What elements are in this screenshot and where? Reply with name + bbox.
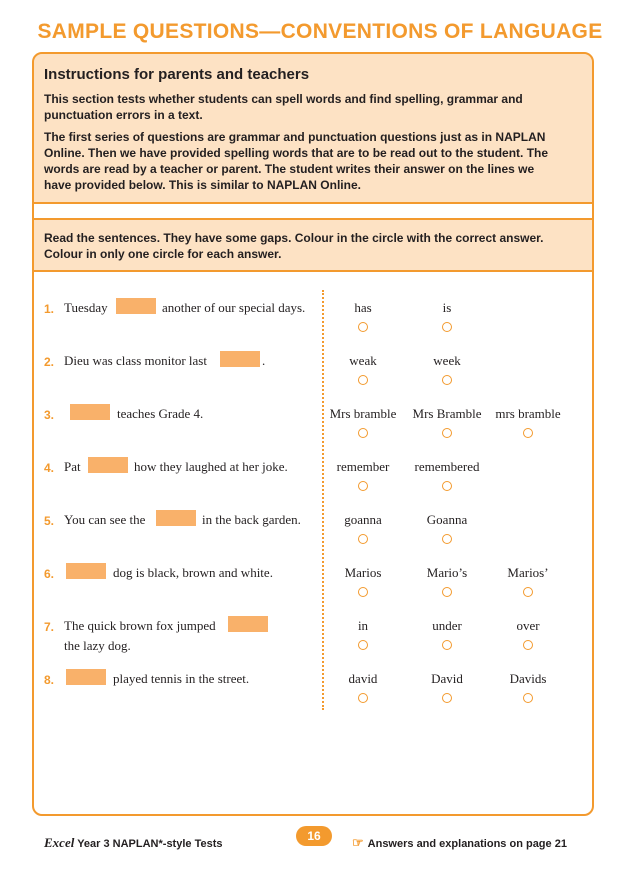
option-circle[interactable] xyxy=(442,587,452,597)
option-label: mrs bramble xyxy=(495,406,561,421)
option-circle[interactable] xyxy=(442,481,452,491)
instructions-text: punctuation errors in a text. xyxy=(44,108,203,122)
question-number: 1. xyxy=(44,302,55,316)
question-number: 6. xyxy=(44,567,55,581)
option-circle[interactable] xyxy=(358,322,368,332)
question-text: Dieu was class monitor last xyxy=(64,353,207,368)
option-label: in xyxy=(357,618,369,633)
option-label: week xyxy=(433,353,461,368)
option-label: david xyxy=(348,671,378,686)
option-circle[interactable] xyxy=(442,428,452,438)
question-text: Tuesday xyxy=(64,300,108,315)
option-label: Goanna xyxy=(426,512,468,527)
task-text: Read the sentences. They have some gaps. Colour in the circle with the correct answer. xyxy=(44,231,544,245)
option-circle[interactable] xyxy=(358,428,368,438)
answer-gap xyxy=(228,616,268,632)
instructions-text: Online. Then we have provided spelling words that are to be read out to the student. The xyxy=(44,146,549,160)
answer-gap xyxy=(156,510,196,526)
question-number: 4. xyxy=(44,461,55,475)
option-circle[interactable] xyxy=(358,534,368,544)
question-text: dog is black, brown and white. xyxy=(113,565,273,580)
answer-gap xyxy=(70,404,110,420)
instructions-heading: Instructions for parents and teachers xyxy=(44,66,310,83)
question-number: 2. xyxy=(44,355,55,369)
pointing-hand-icon: ☞ xyxy=(352,835,364,850)
option-circle[interactable] xyxy=(523,693,533,703)
option-label: weak xyxy=(349,353,377,368)
option-label: Marios xyxy=(344,565,382,580)
option-circle[interactable] xyxy=(358,640,368,650)
instructions-text: This section tests whether students can spell words and find spelling, grammar and xyxy=(44,92,523,106)
option-label: has xyxy=(354,300,372,315)
answer-gap xyxy=(220,351,260,367)
option-circle[interactable] xyxy=(523,428,533,438)
option-circle[interactable] xyxy=(442,534,452,544)
option-circle[interactable] xyxy=(442,322,452,332)
answer-gap xyxy=(88,457,128,473)
question-number: 8. xyxy=(44,673,55,687)
instructions-text: words are read by a teacher or parent. The student writes their answer on the lines we xyxy=(44,162,535,176)
question-text: played tennis in the street. xyxy=(113,671,250,686)
instructions-text: The first series of questions are grammar and punctuation questions just as in NAPLAN xyxy=(44,130,546,144)
question-text: another of our special days. xyxy=(162,300,306,315)
question-number: 7. xyxy=(44,620,55,634)
option-label: David xyxy=(431,671,463,686)
option-label: Davids xyxy=(509,671,547,686)
answers-text: Answers and explanations on page 21 xyxy=(367,838,567,850)
option-circle[interactable] xyxy=(523,640,533,650)
option-label: Mrs Bramble xyxy=(412,406,482,421)
brand-name: Excel xyxy=(44,835,75,850)
question-text: . xyxy=(262,353,266,368)
option-label: remembered xyxy=(414,459,480,474)
question-number: 3. xyxy=(44,408,55,422)
option-circle[interactable] xyxy=(442,640,452,650)
question-text: how they laughed at her joke. xyxy=(134,459,288,474)
answer-gap xyxy=(66,669,106,685)
page-title: SAMPLE QUESTIONS—CONVENTIONS OF LANGUAGE xyxy=(37,20,603,43)
question-text: Pat xyxy=(64,459,81,474)
option-label: Mario’s xyxy=(426,565,468,580)
option-label: is xyxy=(442,300,452,315)
option-label: over xyxy=(516,618,540,633)
option-circle[interactable] xyxy=(358,481,368,491)
option-circle[interactable] xyxy=(442,693,452,703)
option-circle[interactable] xyxy=(523,587,533,597)
question-text: the lazy dog. xyxy=(64,638,131,653)
option-label: remember xyxy=(336,459,390,474)
question-text: in the back garden. xyxy=(202,512,301,527)
answer-gap xyxy=(66,563,106,579)
question-text: The quick brown fox jumped xyxy=(64,618,216,633)
option-circle[interactable] xyxy=(358,375,368,385)
question-text: You can see the xyxy=(64,512,146,527)
option-label: Mrs bramble xyxy=(329,406,397,421)
answers-reference xyxy=(352,835,567,851)
instructions-text: have provided below. This is similar to NAPLAN Online. xyxy=(44,178,361,192)
option-label: Marios’ xyxy=(507,565,549,580)
page-number: 16 xyxy=(296,826,332,846)
option-label: under xyxy=(432,618,462,633)
book-title: Year 3 NAPLAN*-style Tests xyxy=(77,838,223,850)
question-number: 5. xyxy=(44,514,55,528)
option-circle[interactable] xyxy=(358,587,368,597)
option-circle[interactable] xyxy=(358,693,368,703)
option-circle[interactable] xyxy=(442,375,452,385)
task-text: Colour in only one circle for each answer. xyxy=(44,247,282,261)
footer-book-title xyxy=(44,835,223,851)
option-label: goanna xyxy=(344,512,382,527)
question-text: teaches Grade 4. xyxy=(117,406,204,421)
answer-gap xyxy=(116,298,156,314)
